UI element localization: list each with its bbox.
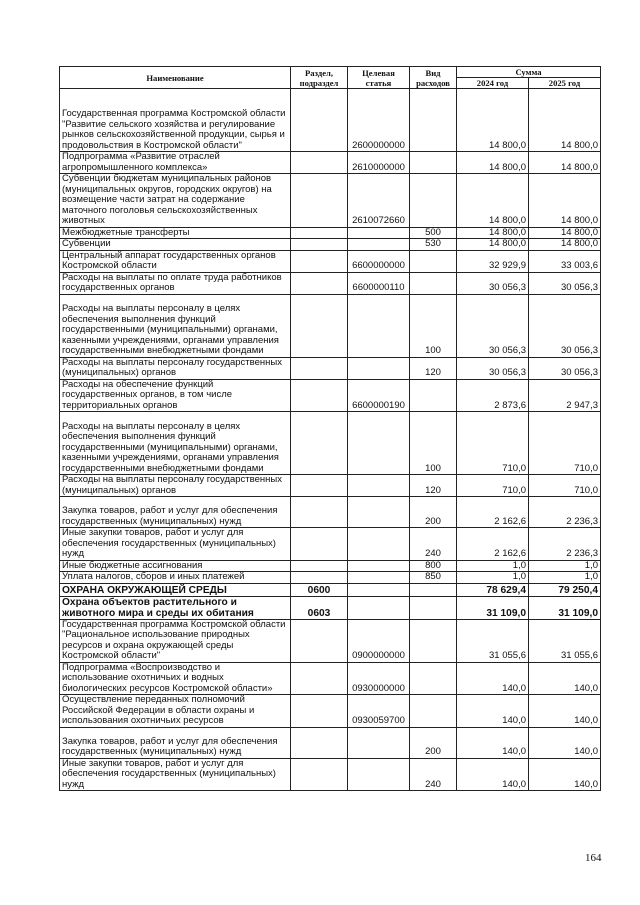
table-row xyxy=(60,272,601,294)
row-name: Иные закупки товаров, работ и услуг для обеспечения государственных (муниципальных) нужд xyxy=(60,528,291,561)
row-name: Расходы на обеспечение функций государственных органов, в том числе территориальных органов xyxy=(60,379,291,412)
row-expense-type: 120 xyxy=(410,357,457,379)
row-sum-2024: 30 056,3 xyxy=(457,272,529,294)
row-sum-2024: 14 800,0 xyxy=(457,89,529,152)
row-name: Центральный аппарат государственных органов Костромской области xyxy=(60,250,291,272)
row-name: Уплата налогов, сборов и иных платежей xyxy=(60,572,291,584)
row-section xyxy=(291,174,348,228)
header-sum: Сумма xyxy=(457,67,601,78)
row-target xyxy=(348,497,410,528)
table-row xyxy=(60,412,601,475)
table-body xyxy=(60,89,601,791)
row-expense-type xyxy=(410,379,457,412)
row-target xyxy=(348,412,410,475)
row-target: 2610072660 xyxy=(348,174,410,228)
row-section xyxy=(291,560,348,572)
row-target: 2600000000 xyxy=(348,89,410,152)
row-section: 0600 xyxy=(291,583,348,596)
table-row xyxy=(60,758,601,791)
row-section xyxy=(291,727,348,758)
row-section xyxy=(291,497,348,528)
header-expense-type: Вид расходов xyxy=(410,67,457,89)
table-row xyxy=(60,475,601,497)
table-row xyxy=(60,152,601,174)
row-target: 0930000000 xyxy=(348,662,410,695)
table-row xyxy=(60,174,601,228)
row-target xyxy=(348,475,410,497)
row-expense-type xyxy=(410,89,457,152)
row-sum-2025: 1,0 xyxy=(529,572,601,584)
row-sum-2025: 2 947,3 xyxy=(529,379,601,412)
row-sum-2024: 140,0 xyxy=(457,727,529,758)
row-expense-type: 120 xyxy=(410,475,457,497)
row-section xyxy=(291,272,348,294)
header-year-2025: 2025 год xyxy=(529,78,601,89)
row-sum-2024: 31 055,6 xyxy=(457,619,529,662)
row-expense-type xyxy=(410,695,457,728)
row-name: ОХРАНА ОКРУЖАЮЩЕЙ СРЕДЫ xyxy=(60,583,291,596)
row-expense-type xyxy=(410,596,457,619)
row-expense-type: 240 xyxy=(410,758,457,791)
row-name: Закупка товаров, работ и услуг для обеспечения государственных (муниципальных) нужд xyxy=(60,727,291,758)
row-target: 0930059700 xyxy=(348,695,410,728)
row-sum-2024: 30 056,3 xyxy=(457,357,529,379)
row-expense-type xyxy=(410,619,457,662)
row-target xyxy=(348,572,410,584)
row-target xyxy=(348,758,410,791)
row-sum-2024: 1,0 xyxy=(457,560,529,572)
row-sum-2025: 140,0 xyxy=(529,758,601,791)
table-row xyxy=(60,497,601,528)
row-expense-type xyxy=(410,152,457,174)
row-sum-2025: 710,0 xyxy=(529,412,601,475)
row-sum-2025: 2 236,3 xyxy=(529,497,601,528)
row-sum-2025: 140,0 xyxy=(529,662,601,695)
row-sum-2024: 14 800,0 xyxy=(457,227,529,239)
row-expense-type xyxy=(410,174,457,228)
row-expense-type: 500 xyxy=(410,227,457,239)
page-number: 164 xyxy=(585,852,602,864)
row-sum-2024: 78 629,4 xyxy=(457,583,529,596)
row-name: Расходы на выплаты персоналу государственных (муниципальных) органов xyxy=(60,475,291,497)
row-section xyxy=(291,619,348,662)
row-section xyxy=(291,250,348,272)
table-row xyxy=(60,695,601,728)
header-target: Целевая статья xyxy=(348,67,410,89)
row-name: Подпрограмма «Развитие отраслей агропромышленного комплекса» xyxy=(60,152,291,174)
row-sum-2024: 710,0 xyxy=(457,475,529,497)
row-target: 2610000000 xyxy=(348,152,410,174)
table-row xyxy=(60,250,601,272)
row-section xyxy=(291,152,348,174)
row-sum-2024: 710,0 xyxy=(457,412,529,475)
row-expense-type: 240 xyxy=(410,528,457,561)
row-name: Государственная программа Костромской области "Рациональное использование природных ресурсов и охрана окружающей среды Костромской области" xyxy=(60,619,291,662)
table-row xyxy=(60,379,601,412)
row-section xyxy=(291,379,348,412)
row-sum-2025: 79 250,4 xyxy=(529,583,601,596)
header-section: Раздел, подраздел xyxy=(291,67,348,89)
row-sum-2025: 14 800,0 xyxy=(529,152,601,174)
row-target: 0900000000 xyxy=(348,619,410,662)
row-sum-2024: 2 873,6 xyxy=(457,379,529,412)
row-target xyxy=(348,727,410,758)
row-section xyxy=(291,572,348,584)
row-expense-type: 100 xyxy=(410,294,457,357)
row-sum-2025: 14 800,0 xyxy=(529,89,601,152)
row-sum-2025: 30 056,3 xyxy=(529,357,601,379)
row-name: Охрана объектов растительного и животного мира и среды их обитания xyxy=(60,596,291,619)
row-sum-2025: 2 236,3 xyxy=(529,528,601,561)
row-name: Закупка товаров, работ и услуг для обеспечения государственных (муниципальных) нужд xyxy=(60,497,291,528)
row-expense-type: 200 xyxy=(410,497,457,528)
row-sum-2024: 14 800,0 xyxy=(457,174,529,228)
row-target: 6600000110 xyxy=(348,272,410,294)
row-target xyxy=(348,294,410,357)
row-sum-2025: 30 056,3 xyxy=(529,294,601,357)
row-target xyxy=(348,596,410,619)
row-name: Межбюджетные трансферты xyxy=(60,227,291,239)
table-row xyxy=(60,572,601,584)
row-sum-2024: 2 162,6 xyxy=(457,528,529,561)
row-section xyxy=(291,227,348,239)
budget-table xyxy=(59,66,601,791)
row-section xyxy=(291,239,348,251)
row-section xyxy=(291,695,348,728)
table-row xyxy=(60,619,601,662)
row-name: Расходы на выплаты персоналу государственных (муниципальных) органов xyxy=(60,357,291,379)
table-row xyxy=(60,727,601,758)
table-row xyxy=(60,528,601,561)
table-row xyxy=(60,583,601,596)
header-year-2024: 2024 год xyxy=(457,78,529,89)
row-sum-2024: 31 109,0 xyxy=(457,596,529,619)
header-name: Наименование xyxy=(60,67,291,89)
row-section xyxy=(291,294,348,357)
row-target xyxy=(348,560,410,572)
row-expense-type: 530 xyxy=(410,239,457,251)
row-sum-2025: 30 056,3 xyxy=(529,272,601,294)
row-sum-2025: 14 800,0 xyxy=(529,174,601,228)
row-sum-2025: 31 055,6 xyxy=(529,619,601,662)
row-section xyxy=(291,89,348,152)
table-row xyxy=(60,239,601,251)
table-row xyxy=(60,227,601,239)
row-target: 6600000000 xyxy=(348,250,410,272)
row-section: 0603 xyxy=(291,596,348,619)
row-target xyxy=(348,227,410,239)
row-sum-2024: 140,0 xyxy=(457,695,529,728)
row-expense-type: 200 xyxy=(410,727,457,758)
table-row xyxy=(60,560,601,572)
row-expense-type: 100 xyxy=(410,412,457,475)
row-section xyxy=(291,528,348,561)
row-name: Расходы на выплаты по оплате труда работников государственных органов xyxy=(60,272,291,294)
row-section xyxy=(291,357,348,379)
row-section xyxy=(291,662,348,695)
row-expense-type: 800 xyxy=(410,560,457,572)
row-sum-2024: 140,0 xyxy=(457,662,529,695)
row-target xyxy=(348,583,410,596)
row-section xyxy=(291,412,348,475)
row-name: Расходы на выплаты персоналу в целях обеспечения выполнения функций государственными (муниципальными) органами, казенными учреждениями, органами управления государственными внебюджетными фондами xyxy=(60,294,291,357)
row-sum-2024: 140,0 xyxy=(457,758,529,791)
row-name: Расходы на выплаты персоналу в целях обеспечения выполнения функций государственными (муниципальными) органами, казенными учреждениями, органами управления государственными внебюджетными фондами xyxy=(60,412,291,475)
row-expense-type: 850 xyxy=(410,572,457,584)
row-sum-2024: 1,0 xyxy=(457,572,529,584)
table-row xyxy=(60,357,601,379)
row-sum-2024: 2 162,6 xyxy=(457,497,529,528)
row-sum-2025: 140,0 xyxy=(529,695,601,728)
row-target xyxy=(348,357,410,379)
row-name: Подпрограмма «Воспроизводство и использование охотничьих и водных биологических ресурсов Костромской области» xyxy=(60,662,291,695)
row-name: Государственная программа Костромской области "Развитие сельского хозяйства и регулирование рынков сельскохозяйственной продукции, сырья и продовольствия в Костромской области" xyxy=(60,89,291,152)
row-sum-2025: 14 800,0 xyxy=(529,227,601,239)
row-name: Субвенции бюджетам муниципальных районов (муниципальных округов, городских округов) на возмещение части затрат на содержание маточного поголовья сельскохозяйственных животных xyxy=(60,174,291,228)
row-sum-2025: 140,0 xyxy=(529,727,601,758)
row-target: 6600000190 xyxy=(348,379,410,412)
row-expense-type xyxy=(410,662,457,695)
row-sum-2025: 33 003,6 xyxy=(529,250,601,272)
row-name: Иные бюджетные ассигнования xyxy=(60,560,291,572)
row-section xyxy=(291,475,348,497)
table-row xyxy=(60,89,601,152)
row-sum-2025: 31 109,0 xyxy=(529,596,601,619)
table-row xyxy=(60,294,601,357)
row-name: Иные закупки товаров, работ и услуг для обеспечения государственных (муниципальных) нужд xyxy=(60,758,291,791)
row-expense-type xyxy=(410,272,457,294)
row-section xyxy=(291,758,348,791)
row-target xyxy=(348,528,410,561)
row-sum-2025: 1,0 xyxy=(529,560,601,572)
row-sum-2024: 32 929,9 xyxy=(457,250,529,272)
row-sum-2024: 14 800,0 xyxy=(457,239,529,251)
row-expense-type xyxy=(410,250,457,272)
row-sum-2024: 14 800,0 xyxy=(457,152,529,174)
row-sum-2024: 30 056,3 xyxy=(457,294,529,357)
table-row xyxy=(60,596,601,619)
row-name: Осуществление переданных полномочий Российской Федерации в области охраны и использования охотничьих ресурсов xyxy=(60,695,291,728)
row-expense-type xyxy=(410,583,457,596)
table-row xyxy=(60,662,601,695)
row-sum-2025: 710,0 xyxy=(529,475,601,497)
row-target xyxy=(348,239,410,251)
row-name: Субвенции xyxy=(60,239,291,251)
row-sum-2025: 14 800,0 xyxy=(529,239,601,251)
